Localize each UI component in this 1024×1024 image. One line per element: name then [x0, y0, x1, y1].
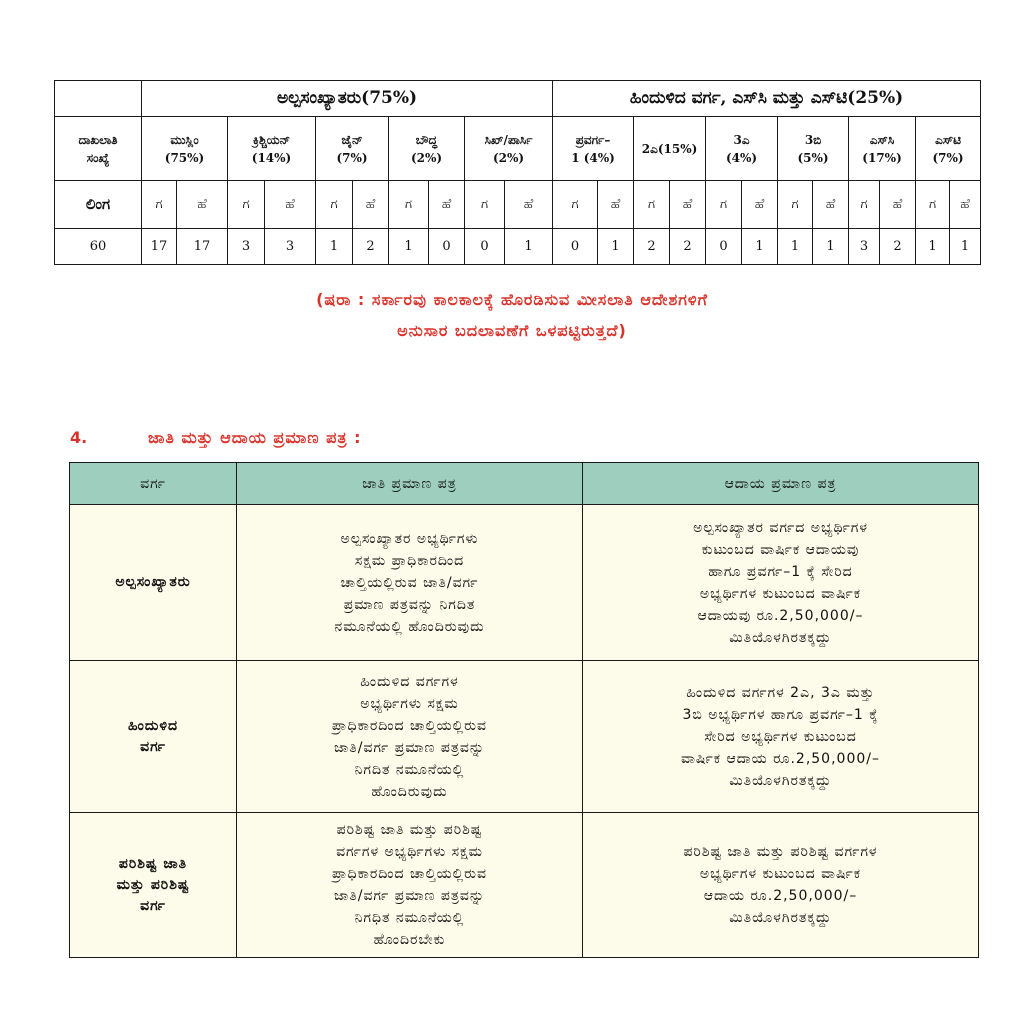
category-percent: (2%) — [492, 150, 525, 165]
category-percent: (2%) — [410, 150, 443, 165]
girls-count: 2 — [880, 229, 916, 265]
header-caste-certificate: ಜಾತಿ ಪ್ರಮಾಣ ಪತ್ರ — [237, 463, 583, 505]
girls-count: 1 — [742, 229, 778, 265]
certificate-row — [70, 813, 979, 958]
gender-row — [55, 181, 981, 229]
category-header — [316, 117, 389, 181]
category-percent: (4%) — [725, 150, 758, 165]
category-percent: (17%) — [862, 150, 902, 165]
category-header — [634, 117, 706, 181]
category-percent: (75%) — [164, 150, 205, 165]
girls-count: 2 — [670, 229, 706, 265]
boys-label: ಗ — [389, 181, 429, 229]
category-name: ಜೈನ್ — [341, 132, 363, 147]
category-percent: (7%) — [336, 150, 368, 165]
category-percent: (7%) — [932, 150, 964, 165]
admission-table — [54, 80, 981, 265]
row-income-text: ಪರಿಶಿಷ್ಟ ಜಾತಿ ಮತ್ತು ಪರಿಶಿಷ್ಟ ವರ್ಗಗಳ ಅಭ್ಯರ್ಥಿಗಳ ಕುಟುಂಬದ ವಾರ್ಷಿಕ ಆದಾಯ ರೂ.2,50,000/– ಮಿತಿಯೊಳಗಿರತಕ್ಕದ್ದು — [583, 813, 979, 958]
boys-count: 0 — [706, 229, 742, 265]
category-header-row — [55, 117, 981, 181]
category-header — [553, 117, 634, 181]
category-name: ಸಿಖ್/ಪಾರ್ಸಿ — [484, 132, 533, 147]
girls-label: ಹೆ — [742, 181, 778, 229]
admission-count-label: ದಾಖಲಾತಿ ಸಂಖ್ಯೆ — [55, 117, 142, 181]
girls-count: 1 — [950, 229, 981, 265]
note-line-1: (ಷರಾ : ಸರ್ಕಾರವು ಕಾಲಕಾಲಕ್ಕೆ ಹೊರಡಿಸುವ ಮೀಸಲಾತಿ ಆದೇಶಗಳಿಗೆ — [316, 290, 708, 309]
boys-count: 17 — [142, 229, 177, 265]
category-percent: (5%) — [797, 150, 829, 165]
reservation-note — [140, 284, 884, 346]
boys-label: ಗ — [553, 181, 598, 229]
girls-label: ಹೆ — [505, 181, 553, 229]
row-caste-text: ಹಿಂದುಳಿದ ವರ್ಗಗಳ ಅಭ್ಯರ್ಥಿಗಳು ಸಕ್ಷಮ ಪ್ರಾಧಿಕಾರದಿಂದ ಚಾಲ್ತಿಯಲ್ಲಿರುವ ಜಾತಿ/ವರ್ಗ ಪ್ರಮಾಣ ಪತ್ರವನ್ನು ನಿಗದಿತ ನಮೂನೆಯಲ್ಲಿ ಹೊಂದಿರುವುದು — [237, 661, 583, 813]
category-header — [228, 117, 316, 181]
category-header — [142, 117, 228, 181]
header-income-certificate: ಆದಾಯ ಪ್ರಮಾಣ ಪತ್ರ — [583, 463, 979, 505]
gender-label: ಲಿಂಗ — [55, 181, 142, 229]
boys-count: 1 — [389, 229, 429, 265]
girls-label: ಹೆ — [950, 181, 981, 229]
certificate-header-row — [70, 463, 979, 505]
girls-count: 2 — [353, 229, 389, 265]
category-name: 3ಬಿ — [804, 132, 822, 147]
boys-count: 1 — [316, 229, 353, 265]
girls-label: ಹೆ — [429, 181, 465, 229]
group-header-row — [55, 81, 981, 117]
boys-label: ಗ — [778, 181, 813, 229]
boys-count: 0 — [553, 229, 598, 265]
certificate-row — [70, 505, 979, 661]
category-header — [389, 117, 465, 181]
category-name: ಎಸ್‌ಸಿ — [869, 132, 895, 147]
boys-label: ಗ — [706, 181, 742, 229]
girls-count: 1 — [813, 229, 849, 265]
girls-count: 17 — [177, 229, 228, 265]
boys-label: ಗ — [916, 181, 950, 229]
note-line-2: ಅನುಸಾರ ಬದಲಾವಣೆಗೆ ಒಳಪಟ್ಟಿರುತ್ತದೆ) — [397, 321, 627, 340]
boys-label: ಗ — [465, 181, 505, 229]
boys-count: 0 — [465, 229, 505, 265]
boys-count: 3 — [228, 229, 265, 265]
girls-count: 1 — [505, 229, 553, 265]
certificate-row — [70, 661, 979, 813]
minority-group-header: ಅಲ್ಪಸಂಖ್ಯಾತರು(75%) — [142, 81, 553, 117]
girls-count: 1 — [598, 229, 634, 265]
category-name: ಮುಸ್ಲಿಂ — [170, 132, 199, 147]
category-name: 3ಎ — [733, 132, 750, 147]
row-category: ಅಲ್ಪಸಂಖ್ಯಾತರು — [70, 505, 237, 661]
category-name: 2ಎ(15%) — [641, 141, 698, 156]
category-header — [706, 117, 778, 181]
girls-label: ಹೆ — [670, 181, 706, 229]
girls-label: ಹೆ — [598, 181, 634, 229]
boys-count: 2 — [634, 229, 670, 265]
row-caste-text: ಪರಿಶಿಷ್ಟ ಜಾತಿ ಮತ್ತು ಪರಿಶಿಷ್ಟ ವರ್ಗಗಳ ಅಭ್ಯರ್ಥಿಗಳು ಸಕ್ಷಮ ಪ್ರಾಧಿಕಾರದಿಂದ ಚಾಲ್ತಿಯಲ್ಲಿರುವ ಜಾತಿ/ವರ್ಗ ಪ್ರಮಾಣ ಪತ್ರವನ್ನು ನಿಗಧಿತ ನಮೂನೆಯಲ್ಲಿ ಹೊಂದಿರಬೇಕು — [237, 813, 583, 958]
category-header — [465, 117, 553, 181]
category-header — [849, 117, 916, 181]
boys-count: 1 — [778, 229, 813, 265]
row-category: ಪರಿಶಿಷ್ಟ ಜಾತಿ ಮತ್ತು ಪರಿಶಿಷ್ಟ ವರ್ಗ — [70, 813, 237, 958]
boys-label: ಗ — [316, 181, 353, 229]
girls-label: ಹೆ — [880, 181, 916, 229]
row-income-text: ಹಿಂದುಳಿದ ವರ್ಗಗಳ 2ಎ, 3ಎ ಮತ್ತು 3ಬಿ ಅಭ್ಯರ್ಥಿಗಳ ಹಾಗೂ ಪ್ರವರ್ಗ–1 ಕ್ಕೆ ಸೇರಿದ ಅಭ್ಯರ್ಥಿಗಳ ಕುಟುಂಬದ ವಾರ್ಷಿಕ ಆದಾಯ ರೂ.2,50,000/– ಮಿತಿಯೊಳಗಿರತಕ್ಕದ್ದು — [583, 661, 979, 813]
category-name: ಎಸ್‌ಟಿ — [935, 132, 961, 147]
girls-label: ಹೆ — [353, 181, 389, 229]
girls-count: 0 — [429, 229, 465, 265]
category-name: ಪ್ರವರ್ಗ– 1 (4%) — [571, 132, 615, 165]
category-percent: (14%) — [251, 150, 292, 165]
girls-label: ಹೆ — [177, 181, 228, 229]
boys-count: 1 — [916, 229, 950, 265]
boys-count: 3 — [849, 229, 880, 265]
total-count: 60 — [55, 229, 142, 265]
boys-label: ಗ — [228, 181, 265, 229]
boys-label: ಗ — [142, 181, 177, 229]
category-name: ಕ್ರಿಶ್ಚಿಯನ್ — [252, 132, 291, 147]
girls-label: ಹೆ — [265, 181, 316, 229]
backward-group-header: ಹಿಂದುಳಿದ ವರ್ಗ, ಎಸ್‌ಸಿ ಮತ್ತು ಎಸ್‌ಟಿ(25%) — [553, 81, 981, 117]
row-income-text: ಅಲ್ಪಸಂಖ್ಯಾತರ ವರ್ಗದ ಅಭ್ಯರ್ಥಿಗಳ ಕುಟುಂಬದ ವಾರ್ಷಿಕ ಆದಾಯವು ಹಾಗೂ ಪ್ರವರ್ಗ–1 ಕ್ಕೆ ಸೇರಿದ ಅಭ್ಯರ್ಥಿಗಳ ಕುಟುಂಬದ ವಾರ್ಷಿಕ ಆದಾಯವು ರೂ.2,50,000/– ಮಿತಿಯೊಳಗಿರತಕ್ಕದ್ದು — [583, 505, 979, 661]
section-title: ಜಾತಿ ಮತ್ತು ಆದಾಯ ಪ್ರಮಾಣ ಪತ್ರ : — [148, 428, 362, 447]
certificate-table — [69, 462, 979, 958]
girls-count: 3 — [265, 229, 316, 265]
category-name: ಬೌದ್ಧ — [415, 132, 438, 147]
girls-label: ಹೆ — [813, 181, 849, 229]
row-caste-text: ಅಲ್ಪಸಂಖ್ಯಾತರ ಅಭ್ಯರ್ಥಿಗಳು ಸಕ್ಷಮ ಪ್ರಾಧಿಕಾರದಿಂದ ಚಾಲ್ತಿಯಲ್ಲಿರುವ ಜಾತಿ/ವರ್ಗ ಪ್ರಮಾಣ ಪತ್ರವನ್ನು ನಿಗದಿತ ನಮೂನೆಯಲ್ಲಿ ಹೊಂದಿರುವುದು — [237, 505, 583, 661]
empty-corner-cell — [55, 81, 142, 117]
category-header — [778, 117, 849, 181]
section-number: 4. — [70, 428, 88, 447]
row-category: ಹಿಂದುಳಿದ ವರ್ಗ — [70, 661, 237, 813]
boys-label: ಗ — [634, 181, 670, 229]
category-header — [916, 117, 981, 181]
count-row — [55, 229, 981, 265]
boys-label: ಗ — [849, 181, 880, 229]
header-category: ವರ್ಗ — [70, 463, 237, 505]
